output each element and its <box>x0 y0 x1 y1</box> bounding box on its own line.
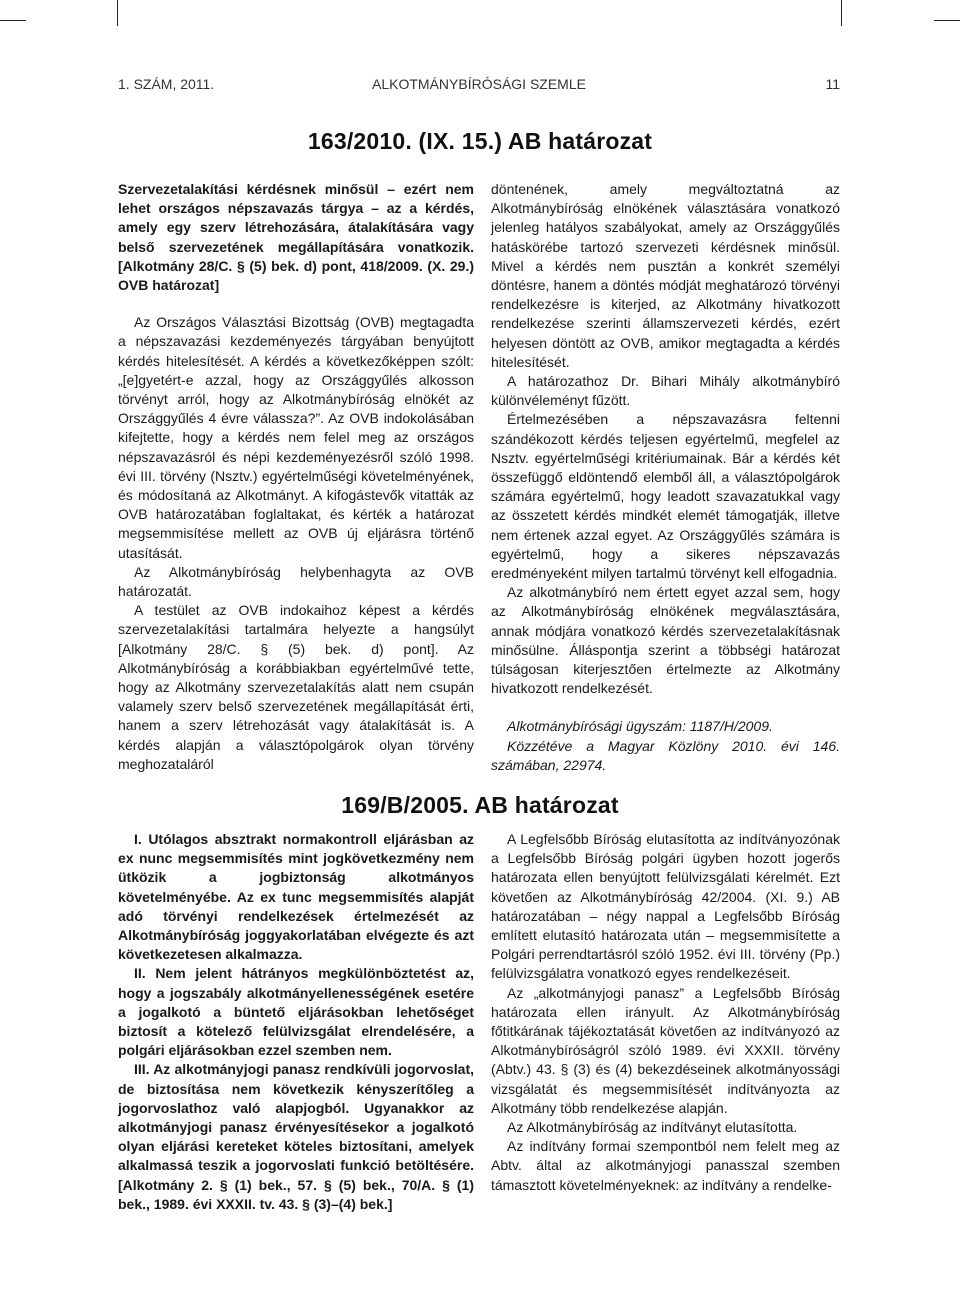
decision1-right-column <box>491 180 840 775</box>
journal-title: ALKOTMÁNYBÍRÓSÁGI SZEMLE <box>372 76 586 92</box>
issue-label: 1. SZÁM, 2011. <box>118 76 215 92</box>
body-paragraph: döntenének, amely megváltoztatná az Alkotmánybíróság elnökének választására vonatkozó jelenleg hatályos szabályokat, amely az Országgyűlés hatáskörébe tartozó szervezeti kérdésnek minősül. Mivel a kérdés nem pusztán a konkrét személyi döntésre, hanem a döntés módját meghatározó törvényi rendelkezésre is kiterjed, az Alkotmány hivatkozott rendelkezése szerinti államszervezeti kérdés, ezért helyesen döntött az OVB, amikor megtagadta a kérdés hitelesítését. <box>491 181 840 370</box>
summary-paragraph: III. Az alkotmányjogi panasz rendkívüli jogorvoslat, de biztosítása nem következik kényszerítőleg a jogorvoslathoz való alapjogból. Ugyanakkor az alkotmányjogi panasz érvényesítésekor a jogalkotó olyan eljárási kereteket köteles biztosítani, amelyek alkalmassá teszik a jogorvoslati funkció betöltésére. [Alkotmány 2. § (1) bek., 57. § (5) bek., 70/A. § (1) bek., 1989. évi XXXII. tv. 43. § (3)–(4) bek.] <box>118 1061 474 1212</box>
body-paragraph: Az alkotmánybíró nem értett egyet azzal sem, hogy az Alkotmánybíróság elnökének megválasztására, annak módjára vonatkozó kérdés szervezetalakításnak minősülne. Álláspontja szerint a többségi határozat túlságosan kiterjesztően értelmezte az Alkotmány hivatkozott rendelkezését. <box>491 584 840 697</box>
decision-title: 163/2010. (IX. 15.) AB határozat <box>307 128 653 154</box>
crop-mark <box>117 0 118 26</box>
crop-mark <box>934 20 960 21</box>
summary-paragraph: II. Nem jelent hátrányos megkülönböztetést az, hogy a jogszabály alkotmányellenességének esetére a jogalkotó a büntető eljárásokban lehetőséget biztosít a kötelező felülvizsgálat elrendelésére, a polgári eljárásokban ezzel szemben nem. <box>118 965 474 1059</box>
body-paragraph: Értelmezésében a népszavazásra feltenni szándékozott kérdés teljesen egyértelmű, megfelel az Nsztv. egyértelműségi kritériumainak. Bár a kérdés két összefüggő eldöntendő elemből áll, a választópolgárok számára egyértelmű, hogy leadott szavazatukkal vagy az összetett kérdés mindkét elemét támogatják, illetve nem értenek azzal egyet. Az Országgyűlés számára is egyértelmű, hogy a sikeres népszavazás eredményeként milyen tartalmú törvényt kell elfogadnia. <box>491 411 840 582</box>
running-header <box>118 76 840 96</box>
decision-title: 169/B/2005. AB határozat <box>341 792 619 818</box>
page-number: 11 <box>825 76 840 92</box>
body-paragraph: A testület az OVB indokaihoz képest a kérdés szervezetalakítási tartalmára helyezte a hangsúlyt [Alkotmány 28/C. § (5) bek. d) pont]. Az Alkotmánybíróság a korábbiakban egyértelművé tette, hogy az Alkotmány szervezetalakítás alatt nem csupán valamely szerv belső szervezetének megállapítását érti, hanem a szerv létrehozását vagy átalakítását is. A kérdés alapján a választópolgárok olyan törvény meghozataláról <box>118 602 474 772</box>
decision-summary: Szervezetalakítási kérdésnek minősül – ezért nem lehet országos népszavazás tárgya – az a kérdés, amely egy szerv létrehozására, átalakítására vagy belső szervezetének megállapítására vonatkozik. [Alkotmány 28/C. § (5) bek. d) pont, 418/2009. (X. 29.) OVB határozat] <box>118 181 474 294</box>
crop-mark <box>841 0 842 26</box>
body-paragraph: Az indítvány formai szempontból nem felelt meg az Abtv. által az alkotmányjogi panasszal szemben támasztott követelményeknek: az indítvány a rendelke- <box>491 1138 840 1193</box>
body-paragraph: Az „alkotmányjogi panasz” a Legfelsőbb Bíróság határozata ellen irányult. Az Alkotmánybíróság főtitkárának tájékoztatását követően az indítványozó az Alkotmánybíróságról szóló 1989. évi XXXII. törvény (Abtv.) 43. § (3) és (4) bekezdéseinek alkotmányossági vizsgálatát és megsemmisítését indítványozta az Alkotmány több rendelkezése alapján. <box>491 984 840 1116</box>
body-paragraph: Az Alkotmánybíróság az indítványt elutasította. <box>507 1119 798 1136</box>
publication-note: Közzétéve a Magyar Közlöny 2010. évi 146. számában, 22974. <box>491 737 840 773</box>
decision2-left-column <box>118 830 474 1214</box>
decision1-left-column <box>118 180 474 774</box>
body-paragraph: A határozathoz Dr. Bihari Mihály alkotmánybíró különvéleményt fűzött. <box>491 373 840 409</box>
body-paragraph: A Legfelsőbb Bíróság elutasította az indítványozónak a Legfelsőbb Bíróság polgári ügyben hozott jogerős határozata ellen benyújtott felülvizsgálati kérelmét. Ezt követően az Alkotmánybíróság 42/2004. (XI. 9.) AB határozatában – négy nappal a Legfelsőbb Bíróság említett elutasító határozata után – megsemmisítette a Polgári perrendtartásról szóló 1952. évi III. törvény (Pp.) felülvizsgálatra vonatkozó egyes rendelkezéseit. <box>491 831 840 982</box>
summary-paragraph: I. Utólagos absztrakt normakontroll eljárásban az ex nunc megsemmisítés mint jogkövetkezmény nem ütközik a jogbiztonság alkotmányos követelményébe. Az ex tunc megsemmisítés alapját adó törvényi rendelkezések értelmezését az Alkotmánybíróság joggyakorlatában elvégezte és azt következetesen alkalmazza. <box>118 831 474 963</box>
case-number: Alkotmánybírósági ügyszám: 1187/H/2009. <box>507 718 773 735</box>
crop-mark <box>0 20 26 21</box>
body-paragraph: Az Országos Választási Bizottság (OVB) megtagadta a népszavazási kezdeményezés tárgyában benyújtott kérdés hitelesítését. A kérdés a következőképpen szólt: „[e]gyetért-e azzal, hogy az Országgyűlés alkosson törvényt arról, hogy az Alkotmánybíróság elnökét az Országgyűlés 4 évre válassza?”. Az OVB indokolásában kifejtette, hogy a kérdés nem felel meg az országos népszavazásról és népi kezdeményezésről szóló 1998. évi III. törvény (Nsztv.) egyértelműségi követelményének, és módosítaná az Alkotmányt. A kifogástevők vitatták az OVB határozatában foglaltakat, és kérték a határozat megsemmisítése mellett az OVB új eljárásra történő utasítását. <box>118 314 474 561</box>
decision2-right-column <box>491 830 840 1195</box>
body-paragraph: Az Alkotmánybíróság helybenhagyta az OVB határozatát. <box>118 563 474 600</box>
